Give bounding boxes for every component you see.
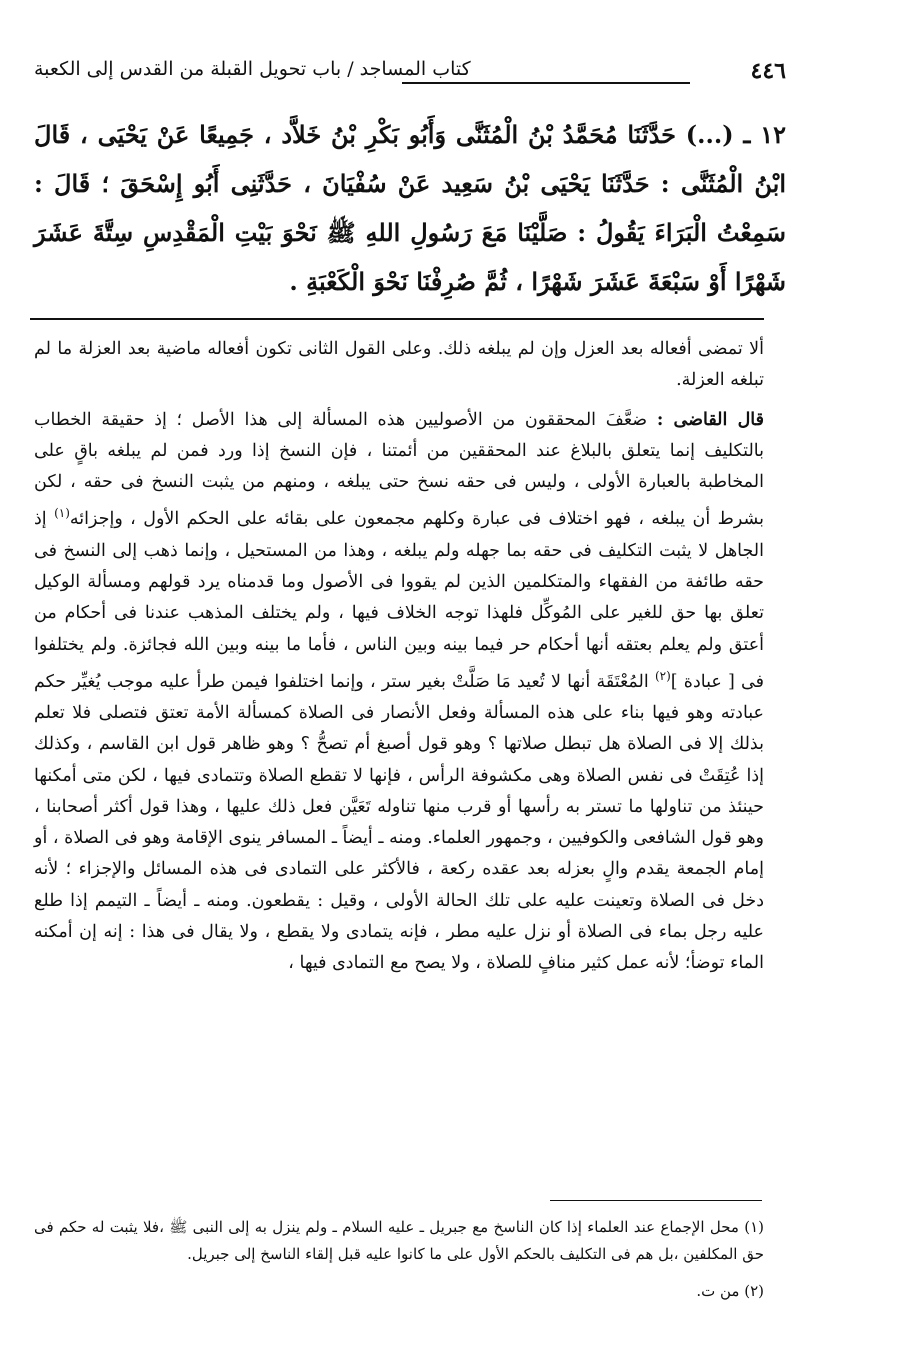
- footnote-2: (٢) من ت.: [696, 1282, 764, 1300]
- speaker-label: قال القاضى :: [656, 409, 764, 430]
- page-header: [34, 56, 786, 86]
- commentary-text-part-2: إذ الجاهل لا يثبت التكليف فى حقه بما جهله ولم يبلغه ، وهذا من المستحيل ، وإنما ذهب إلى النسخ فى حقه طائفة من الفقهاء والمتكلمين الذين لم يقووا فى الأصول وما قدمناه يرد قولهم ومسألة الوكيل تعلق بها حق للغير على المُوكِّل فلهذا توجه الخلاف فيها ، ولم يختلف المذهب عندنا فى أحكام من أعتق ولم يعلم بعتقه أنها أحكام حر فيما بينه وبين الناس ، فأما ما بينه وبين الله فجائزة. ولم يختلفوا فى [ عبادة ]: [34, 509, 764, 692]
- footnote-ref-2: (٢): [654, 668, 671, 683]
- commentary-block: [34, 334, 764, 986]
- commentary-text-part-3: المُعْتَقَة أنها لا تُعيد مَا صَلَّتْ بغير ستر ، وإنما اختلفوا فيمن طرأ عليه موجب يُغيِّر حكم عبادته وهو فيها بناء على هذه المسألة وفعل الأنصار فى الصلاة كمسألة الأمة تعتق فتصلى فلا تعلم بذلك إلا فى الصلاة هل تبطل صلاتها ؟ وهو قول أصبغ أم تصحُّ ؟ وهو ظاهر قول ابن القاسم ، وكذلك إذا عُتِقَتْ فى نفس الصلاة وهى مكشوفة الرأس ، فإنها لا تقطع الصلاة وتتمادى فيها ، لكن متى أمكنها حينئذ من تناولها ما تستر به رأسها أو قرب منها تناوله تَعَيَّن فعل ذلك عليها ، وهذا قول أكثر أصحابنا ، وهو قول الشافعى والكوفيين ، وجمهور العلماء. ومنه ـ أيضاً ـ المسافر ينوى الإقامة وهو فى الصلاة ، أو إمام الجمعة يقدم والٍ بعزله بعد عقده ركعة ، فالأكثر على التمادى فى هذه المسائل والإجزاء ؛ لأنه دخل فى الصلاة وتعينت عليه على تلك الحالة الأولى ، وقيل : يقطعون. ومنه ـ أيضاً ـ التيمم إذا طلع عليه رجل بماء فى الصلاة أو نزل عليه مطر ، فإنه يتمادى ولا يقطع ، ولا يقال فى هذا : إنه إن أمكنه الماء توضأ؛ لأنه عمل كثير منافٍ للصلاة ، ولا يصح مع التمادى فيها ،: [34, 671, 764, 974]
- running-title: كتاب المساجد / باب تحويل القبلة من القدس إلى الكعبة: [34, 58, 471, 80]
- hadith-text: ١٢ ـ (...) حَدَّثَنَا مُحَمَّدُ بْنُ الْمُثَنَّى وَأَبُو بَكْرِ بْنُ خَلاَّد ، جَمِيعًا عَنْ يَحْيَى ، قَالَ ابْنُ الْمُثَنَّى : حَدَّثَنَا يَحْيَى بْنُ سَعِيد عَنْ سُفْيَانَ ، حَدَّثَنِى أَبُو إِسْحَقَ ؛ قَالَ : سَمِعْتُ الْبَرَاءَ يَقُولُ : صَلَّيْنَا مَعَ رَسُولِ اللهِ ﷺ نَحْوَ بَيْتِ الْمَقْدِسِ سِتَّةَ عَشَرَ شَهْرًا أَوْ سَبْعَةَ عَشَرَ شَهْرًا ، ثُمَّ صُرِفْنَا نَحْوَ الْكَعْبَةِ .: [34, 120, 786, 296]
- commentary-text-part-1: ضعَّفَ المحققون من الأصوليين هذه المسألة إلى هذا الأصل ؛ إذ حقيقة الخطاب بالتكليف إنما يتعلق بالبلاغ عند المحققين من أئمتنا ، فإن النسخ إذا ورد فمن لم يبلغه باقٍ على المخاطبة بالعبارة الأولى ، وليس فى حقه نسخ حتى يبلغه ، ومنهم من يثبت النسخ فى حقه ، لكن بشرط أن يبلغه ، فهو اختلاف فى عبارة وكلهم مجمعون على بقائه على الحكم الأول ، وإجزائه: [34, 409, 764, 530]
- footnote-1: (١) محل الإجماع عند العلماء إذا كان الناسخ مع جبريل ـ عليه السلام ـ ولم ينزل به إلى النبى ﷺ ،فلا يثبت له حكم فى حق المكلفين ،بل هم فى التكليف بالحكم الأول على ما كانوا عليه قبل إلقاء الناسخ إلى جبريل.: [34, 1218, 764, 1263]
- header-rule: [402, 82, 690, 84]
- page-number: ٤٤٦: [750, 58, 786, 84]
- commentary-paragraph: [34, 405, 764, 980]
- hadith-text-block: [34, 110, 786, 306]
- section-divider: [30, 318, 764, 320]
- commentary-intro: ألا تمضى أفعاله بعد العزل وإن لم يبلغه ذلك. وعلى القول الثانى تكون أفعاله ماضية بعد العزلة ما لم تبلغه العزلة.: [34, 339, 764, 391]
- footnote-rule: [550, 1200, 762, 1201]
- footnote-ref-1: (١): [54, 506, 70, 521]
- footnotes-block: [34, 1214, 764, 1315]
